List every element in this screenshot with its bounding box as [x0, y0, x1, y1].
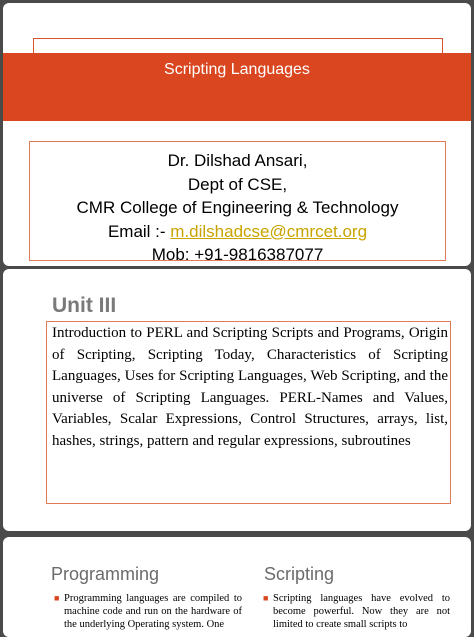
- scripting-bullet: [263, 592, 450, 631]
- author-email-line: [29, 220, 446, 244]
- slide-title: Scripting Languages: [164, 61, 310, 78]
- programming-bullet-text: Programming languages are compiled to machine code and run on the hardware of the underlying Operating system. One: [64, 593, 242, 630]
- programming-heading: Programming: [51, 564, 160, 584]
- scripting-bullet-text: Scripting languages have evolved to become powerful. Now they are not limited to create small scripts to: [273, 593, 450, 630]
- programming-bullet: [54, 592, 242, 631]
- unit-syllabus-text: Introduction to PERL and Scripting Scripts and Programs, Origin of Scripting, Scripting Today, Characteristics of Scripting Languages, Uses for Scripting Languages, Web Scripting, and the universe of Scripting Languages. PERL-Names and Values, Variables, Scalar Expressions, Control Structures, arrays, list, hashes, strings, pattern and regular expressions, subroutines: [52, 325, 448, 449]
- unit-heading: Unit III: [52, 294, 117, 317]
- email-link[interactable]: m.dilshadcse@cmrcet.org: [170, 221, 368, 241]
- author-name: Dr. Dilshad Ansari,: [167, 151, 308, 170]
- unit-slide: [3, 269, 471, 531]
- author-mobile: Mob: +91-9816387077: [151, 245, 324, 264]
- author-college: CMR College of Engineering & Technology: [76, 198, 399, 217]
- bullet-icon: ■: [263, 593, 269, 603]
- comparison-slide: [3, 537, 471, 637]
- author-dept: Dept of CSE,: [187, 174, 288, 194]
- author-info: [29, 149, 446, 266]
- scripting-heading: Scripting: [264, 564, 335, 584]
- title-slide: [3, 3, 471, 266]
- bullet-icon: ■: [54, 593, 60, 603]
- email-label: Email :-: [107, 221, 171, 241]
